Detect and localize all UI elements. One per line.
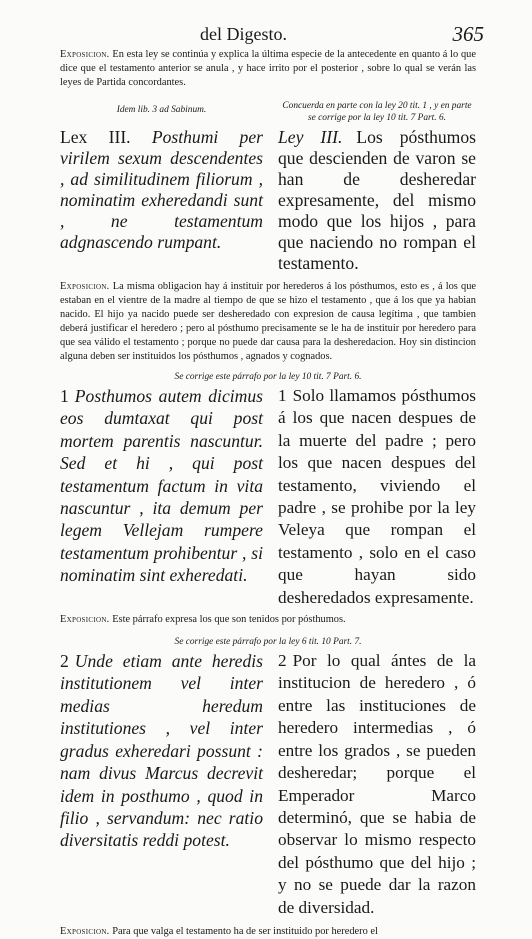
section2-note: Se corrige este párrafo por la ley 6 tit. 10 Part. 7. — [174, 637, 362, 648]
lex3-latin — [60, 127, 263, 274]
section2-spanish-text: Por lo qual ántes de la institucion de heredero , ó entre las instituciones de heredero intermedias , ó entre los grados , se pueden desheredar; porque el Emperador Marco determinó, que se habia de observar lo mismo respecto del pósthumo que del hijo ; y no se puede dar la razon de diversidad. — [278, 651, 476, 917]
lex3-latin-label: Lex III. — [60, 127, 131, 147]
section2-body — [60, 650, 476, 919]
section1-number: 1 — [60, 386, 69, 406]
lex3-sources — [60, 100, 476, 124]
exposicion-text: Para que valga el testamento ha de ser instituido por heredero el — [109, 925, 378, 937]
section1-latin-text: Posthumos autem dicimus eos dumtaxat qui post mortem parentis nascuntur. Sed et hi , qui post testamentum factum in vita nascuntur , ita demum per legem Vellejam rumpere testamentum prohibentur , si nominatim sint exheredati. — [60, 386, 263, 586]
page-header — [60, 22, 484, 46]
section1-number-es: 1 — [278, 386, 287, 405]
lex3-latin-text: Posthumi per virilem sexum descendentes , ad similitudinem filiorum , nominatim exheredandi sunt , ne testamentum adgnascendo rumpant. — [60, 127, 263, 252]
exposicion-3 — [60, 613, 476, 627]
section2-number: 2 — [60, 651, 69, 672]
exposicion-lead: Exposicion. — [60, 925, 110, 937]
section2-latin — [60, 650, 263, 919]
section1-spanish-text: Solo llamamos pósthumos á los que nacen despues de la muerte del padre ; pero los que nacen despues del testamento, viviendo el padre , se prohibe por la ley Veleya que rompan el testamento , solo en el caso que hayan sido desheredados expresamente. — [278, 386, 476, 607]
exposicion-lead: Exposicion. — [60, 281, 110, 292]
lex3-source-left: Idem lib. 3 ad Sabinum. — [116, 105, 207, 115]
exposicion-lead: Exposicion. — [60, 614, 110, 626]
exposicion-1 — [60, 48, 476, 90]
section2-spanish — [278, 650, 476, 919]
section2-latin-text: Unde etiam ante heredis institutionem vel inter medias heredum institutiones , vel inter gradus exheredari possunt : nam divus Marcus decrevit idem in posthumo , quod in filio , servandum: nec ratio diversitatis reddi potest. — [60, 651, 263, 851]
lex3-spanish — [278, 127, 476, 274]
exposicion-lead: Exposicion. — [60, 49, 110, 60]
exposicion-4 — [60, 925, 476, 939]
section2-number-es: 2 — [278, 651, 287, 671]
running-title: del Digesto. — [200, 24, 287, 44]
section1-spanish — [278, 385, 476, 609]
lex3-body — [60, 127, 476, 274]
exposicion-text: Este párrafo expresa los que son tenidos por pósthumos. — [109, 614, 346, 626]
section1-body — [60, 385, 476, 609]
lex3-spanish-text: Los pósthumos que descienden de varon se han de desheredar expresamente, del mismo modo que los hijos , para que naciendo no rompan el testamento. — [278, 127, 477, 273]
lex3-source-right: Concuerda en parte con la ley 20 tit. 1 , y en parte se corrige por la ley 10 tit. 7 Part. 6. — [282, 101, 472, 123]
lex3-spanish-label: Ley III. — [278, 127, 343, 147]
section1-latin — [60, 385, 263, 609]
exposicion-2 — [60, 280, 476, 364]
page — [60, 22, 484, 939]
exposicion-text: La misma obligacion hay á instituir por herederos á los pósthumos, esto es , á los que estaban en el vientre de la madre al tiempo de que se hizo el testamento , que á los que ya habian nacido. El hijo ya nacido puede ser desheredado con expresion de causa legítima , que tambien deberá justificar el heredero ; pero al pósthumo precisamente se le ha de instituir por heredero para que sea válido el testamento ; porque no puede dar causa para la desheredacion. Hoy sin distincion alguna deben ser instituidos los pósthumos , agnados y cognados. — [60, 281, 476, 362]
exposicion-text: En esta ley se continúa y explica la última especie de la antecedente en quanto á lo que dice que el testamento anterior se anula , y hace irrito por el posterior , sobre lo qual se verán las leyes de Partida concordantes. — [60, 49, 476, 88]
section1-note: Se corrige este párrafo por la ley 10 tit. 7 Part. 6. — [174, 372, 362, 382]
page-number: 365 — [452, 22, 484, 46]
